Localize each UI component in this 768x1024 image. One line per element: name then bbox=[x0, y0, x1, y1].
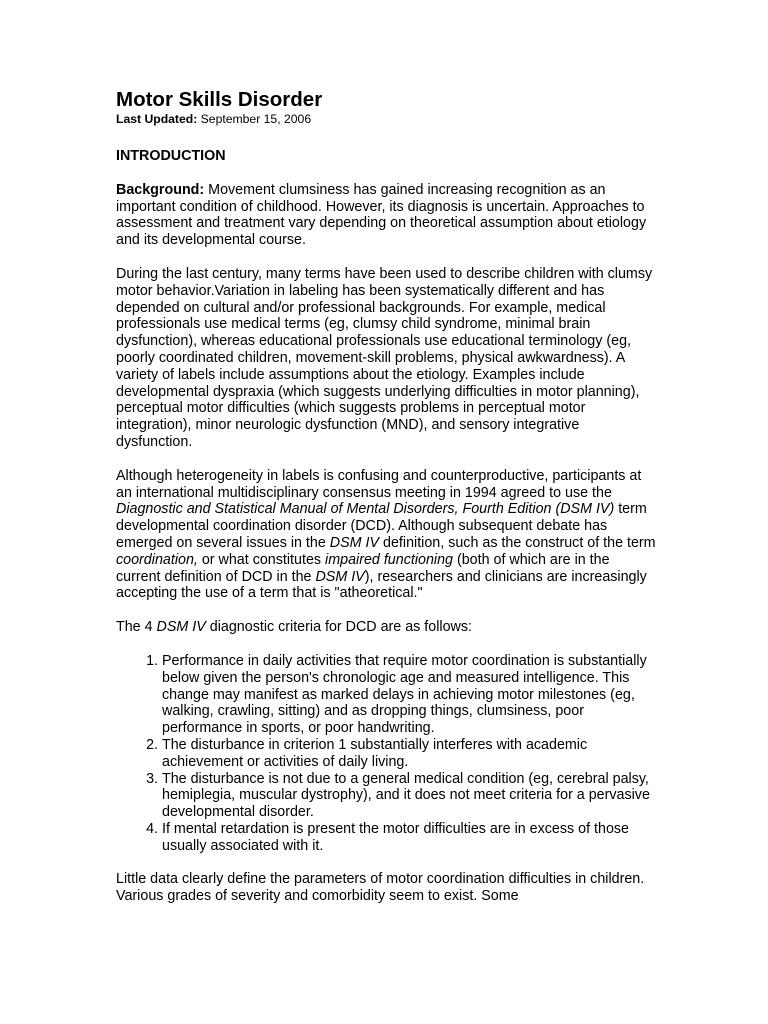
section-heading: INTRODUCTION bbox=[116, 148, 226, 164]
italic-run: coordination, bbox=[116, 551, 198, 568]
criteria-list bbox=[116, 653, 656, 855]
text-run: or what constitutes bbox=[197, 551, 326, 568]
criteria-intro-paragraph bbox=[116, 619, 656, 636]
text-run: ), researchers and clinicians are increasingly accepting the use of a term that is "atheoretical." bbox=[116, 568, 647, 602]
criteria-item: 2. The disturbance in criterion 1 substantially interferes with academic achievement or activities of daily living. bbox=[162, 737, 656, 771]
criteria-item: 4. If mental retardation is present the motor difficulties are in excess of those usually associated with it. bbox=[162, 821, 656, 855]
text-run: diagnostic criteria for DCD are as follows: bbox=[205, 619, 472, 636]
criteria-item: 1. Performance in daily activities that require motor coordination is substantially below given the person's chronologic age and measured intelligence. This change may manifest as marked delays in achieving motor milestones (eg, walking, crawling, sitting) and as dropping things, clumsiness, poor performance in sports, or poor handwriting. bbox=[162, 653, 656, 737]
italic-run: Diagnostic and Statistical Manual of Mental Disorders, Fourth Edition (DSM IV) bbox=[116, 501, 615, 518]
last-updated-date: September 15, 2006 bbox=[200, 112, 312, 126]
text-run: Although heterogeneity in labels is confusing and counterproductive, participants at an international multidisciplinary consensus meeting in 1994 agreed to use the bbox=[116, 467, 642, 501]
criteria-item: 3. The disturbance is not due to a general medical condition (eg, cerebral palsy, hemiplegia, muscular dystrophy), and it does not meet criteria for a pervasive developmental disorder. bbox=[162, 771, 656, 821]
background-paragraph bbox=[116, 182, 656, 249]
text-run: term developmental coordination disorder (DCD). Although subsequent debate has emerged on several issues in the bbox=[116, 501, 647, 551]
italic-run: DSM IV bbox=[156, 619, 206, 636]
italic-run: DSM IV bbox=[329, 534, 380, 551]
document-page bbox=[116, 88, 656, 905]
parameters-paragraph: Little data clearly define the parameters of motor coordination difficulties in children. Various grades of severity and comorbidity seem to exist. Some bbox=[116, 871, 645, 905]
text-run: The 4 bbox=[116, 619, 157, 636]
italic-run: impaired functioning bbox=[325, 551, 453, 568]
page-title: Motor Skills Disorder bbox=[116, 88, 323, 111]
consensus-paragraph bbox=[116, 468, 656, 602]
background-label: Background: bbox=[116, 181, 205, 198]
text-run: (both of which are in the current definition of DCD in the bbox=[116, 551, 610, 585]
last-updated bbox=[116, 112, 656, 126]
text-run: definition, such as the construct of the term bbox=[379, 534, 656, 551]
italic-run: DSM IV bbox=[315, 568, 365, 585]
background-text: Movement clumsiness has gained increasing recognition as an important condition of childhood. However, its diagnosis is uncertain. Approaches to assessment and treatment vary depending on theoretical assumption about etiology and its developmental course. bbox=[116, 181, 647, 249]
terminology-paragraph: During the last century, many terms have been used to describe children with clumsy motor behavior.Variation in labeling has been systematically different and has depended on cultural and/or professional backgrounds. For example, medical professionals use medical terms (eg, clumsy child syndrome, minimal brain dysfunction), whereas educational professionals use educational terminology (eg, poorly coordinated children, movement-skill problems, physical awkwardness). A variety of labels include assumptions about the etiology. Examples include developmental dyspraxia (which suggests underlying difficulties in motor planning), perceptual motor difficulties (which suggests problems in perceptual motor integration), minor neurologic dysfunction (MND), and sensory integrative dysfunction. bbox=[116, 265, 653, 450]
last-updated-label: Last Updated: bbox=[116, 112, 198, 126]
